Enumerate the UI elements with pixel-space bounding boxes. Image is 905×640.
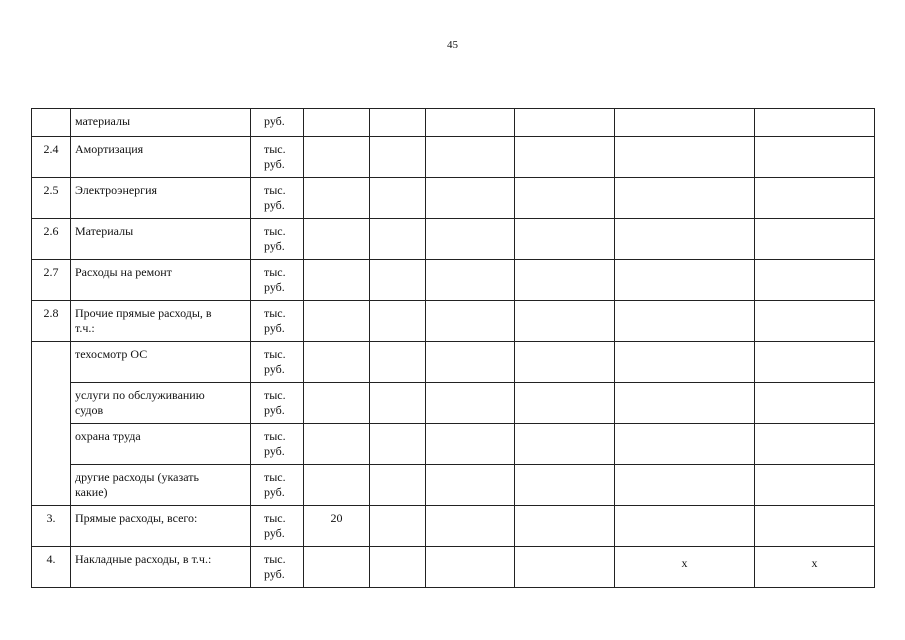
row-name: материалы — [71, 109, 251, 137]
row-unit: тыс. руб. — [251, 424, 304, 465]
value-cell — [515, 137, 615, 178]
value-cell — [304, 342, 370, 383]
page-number: 45 — [447, 39, 458, 51]
value-cell — [370, 465, 426, 506]
value-cell — [615, 506, 755, 547]
value-cell — [370, 260, 426, 301]
value-cell — [426, 109, 515, 137]
table-row — [32, 301, 875, 342]
value-cell — [515, 219, 615, 260]
row-number: 2.5 — [32, 178, 71, 219]
value-cell — [426, 219, 515, 260]
value-cell — [370, 301, 426, 342]
row-unit: тыс. руб. — [251, 547, 304, 588]
value-cell — [370, 109, 426, 137]
value-cell — [755, 219, 875, 260]
value-cell: 20 — [304, 506, 370, 547]
value-cell — [515, 465, 615, 506]
value-cell — [304, 219, 370, 260]
value-cell — [755, 301, 875, 342]
row-name: Материалы — [71, 219, 251, 260]
value-cell — [304, 178, 370, 219]
value-cell — [370, 137, 426, 178]
row-name: Прямые расходы, всего: — [71, 506, 251, 547]
value-cell — [426, 342, 515, 383]
table-row — [32, 137, 875, 178]
value-cell — [370, 424, 426, 465]
value-cell — [370, 506, 426, 547]
value-cell — [304, 465, 370, 506]
value-cell — [370, 219, 426, 260]
row-name: Накладные расходы, в т.ч.: — [71, 547, 251, 588]
value-cell — [426, 178, 515, 219]
value-cell — [304, 301, 370, 342]
value-cell — [515, 178, 615, 219]
value-cell — [615, 137, 755, 178]
row-name: Прочие прямые расходы, в т.ч.: — [71, 301, 251, 342]
row-number — [32, 109, 71, 137]
row-unit: тыс. руб. — [251, 178, 304, 219]
value-cell — [426, 465, 515, 506]
value-cell — [615, 219, 755, 260]
value-cell: x — [615, 547, 755, 588]
value-cell — [755, 260, 875, 301]
value-cell — [426, 547, 515, 588]
value-cell — [370, 547, 426, 588]
row-unit: тыс. руб. — [251, 137, 304, 178]
value-cell — [370, 178, 426, 219]
value-cell — [426, 424, 515, 465]
table-row — [32, 260, 875, 301]
value-cell — [515, 424, 615, 465]
table-row — [32, 383, 875, 424]
value-cell — [304, 424, 370, 465]
row-unit: тыс. руб. — [251, 260, 304, 301]
row-name: техосмотр ОС — [71, 342, 251, 383]
value-cell — [304, 109, 370, 137]
value-cell — [755, 465, 875, 506]
value-cell — [515, 547, 615, 588]
value-cell — [426, 137, 515, 178]
value-cell — [304, 547, 370, 588]
row-number: 2.8 — [32, 301, 71, 342]
value-cell — [515, 342, 615, 383]
value-cell — [515, 260, 615, 301]
value-cell — [515, 506, 615, 547]
value-cell — [615, 301, 755, 342]
row-unit: тыс. руб. — [251, 383, 304, 424]
value-cell — [426, 260, 515, 301]
value-cell — [615, 424, 755, 465]
value-cell — [426, 301, 515, 342]
table-row — [32, 342, 875, 383]
value-cell — [755, 506, 875, 547]
row-unit: тыс. руб. — [251, 342, 304, 383]
row-number — [32, 342, 71, 506]
value-cell — [755, 109, 875, 137]
value-cell — [615, 109, 755, 137]
row-unit: тыс. руб. — [251, 219, 304, 260]
row-name: услуги по обслуживанию судов — [71, 383, 251, 424]
table-row — [32, 424, 875, 465]
value-cell — [370, 342, 426, 383]
value-cell — [370, 383, 426, 424]
row-unit: тыс. руб. — [251, 301, 304, 342]
value-cell — [515, 383, 615, 424]
table-row — [32, 219, 875, 260]
row-name: другие расходы (указать какие) — [71, 465, 251, 506]
row-name: Электроэнергия — [71, 178, 251, 219]
row-name: Амортизация — [71, 137, 251, 178]
cost-table — [31, 108, 875, 588]
row-name: охрана труда — [71, 424, 251, 465]
value-cell — [755, 424, 875, 465]
value-cell — [615, 342, 755, 383]
table-row — [32, 178, 875, 219]
row-number: 2.7 — [32, 260, 71, 301]
value-cell: x — [755, 547, 875, 588]
value-cell — [515, 109, 615, 137]
row-name: Расходы на ремонт — [71, 260, 251, 301]
value-cell — [755, 137, 875, 178]
value-cell — [615, 383, 755, 424]
row-unit: тыс. руб. — [251, 506, 304, 547]
table-row — [32, 506, 875, 547]
value-cell — [426, 383, 515, 424]
value-cell — [615, 178, 755, 219]
value-cell — [426, 506, 515, 547]
value-cell — [615, 465, 755, 506]
row-number: 2.4 — [32, 137, 71, 178]
table-row — [32, 109, 875, 137]
value-cell — [755, 383, 875, 424]
row-unit: руб. — [251, 109, 304, 137]
value-cell — [304, 137, 370, 178]
value-cell — [755, 342, 875, 383]
row-number: 3. — [32, 506, 71, 547]
value-cell — [755, 178, 875, 219]
value-cell — [304, 260, 370, 301]
value-cell — [615, 260, 755, 301]
row-unit: тыс. руб. — [251, 465, 304, 506]
row-number: 4. — [32, 547, 71, 588]
table-row — [32, 547, 875, 588]
table-row — [32, 465, 875, 506]
row-number: 2.6 — [32, 219, 71, 260]
value-cell — [515, 301, 615, 342]
value-cell — [304, 383, 370, 424]
